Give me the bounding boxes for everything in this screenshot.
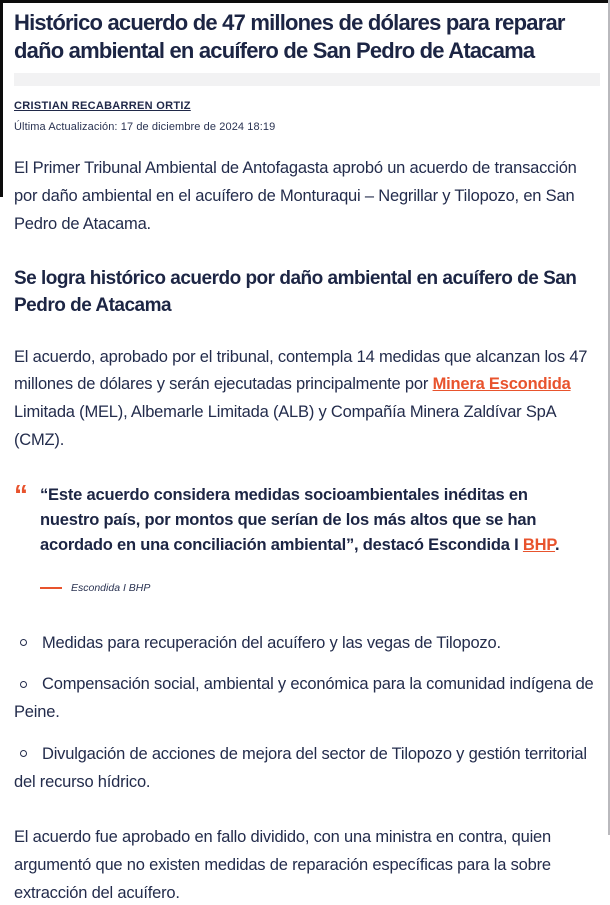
measures-paragraph [14,344,598,455]
bullet-icon [20,639,27,646]
article-title: Histórico acuerdo de 47 millones de dólares para reparar daño ambiental en acuífero de San Pedro de Atacama [14,10,565,64]
pull-quote [14,478,598,594]
list-item-text: Medidas para recuperación del acuífero y las vegas de Tilopozo. [42,633,501,652]
bhp-link[interactable]: BHP [522,535,556,554]
quote-text-period: . [555,535,560,554]
divider-bar [14,73,600,86]
last-updated-timestamp: Última Actualización: 17 de diciembre de 2024 18:19 [14,121,276,134]
bullet-icon [20,750,27,757]
list-item [14,671,598,726]
quote-text-body: “Este acuerdo considera medidas socioambientales inéditas en nuestro país, por montos que serían de los más altos que se han acordado en una conciliación ambiental”, destacó Escondida I [40,485,537,554]
list-item-text: Compensación social, ambiental y económica para la comunidad indígena de Peine. [14,675,594,722]
measures-paragraph-tail: Limitada (MEL), Albemarle Limitada (ALB) y Compañía Minera Zaldívar SpA (CMZ). [14,403,556,449]
measures-list [14,630,598,797]
citation-dash-icon [40,587,62,589]
lead-paragraph: El Primer Tribunal Ambiental de Antofagasta aprobó un acuerdo de transacción por daño ambiental en el acuífero de Monturaqui – Negrillar y Tilopozo, en San Pedro de Atacama. [14,159,577,233]
author-link[interactable]: CRISTIAN RECABARREN ORTIZ [14,100,191,113]
quote-icon: “ [14,478,28,510]
list-item [14,741,598,796]
article-subheading: Se logra histórico acuerdo por daño ambiental en acuífero de San Pedro de Atacama [14,268,577,317]
list-item-text: Divulgación de acciones de mejora del sector de Tilopozo y gestión territorial del recurso hídrico. [14,744,587,791]
quote-citation [40,582,598,594]
minera-escondida-link[interactable]: Minera Escondida [432,375,571,394]
list-item [14,630,598,658]
citation-source: Escondida I BHP [71,581,151,594]
quote-text [40,483,580,558]
closing-paragraph: El acuerdo fue aprobado en fallo dividido, con una ministra en contra, quien argumentó que no existen medidas de reparación específicas para la sobre extracción del acuífero. [14,828,551,902]
measures-paragraph-text: El acuerdo, aprobado por el tribunal, contempla 14 medidas que alcanzan los 47 millones de dólares y serán ejecutadas principalmente por [14,347,588,394]
bullet-icon [20,681,27,688]
